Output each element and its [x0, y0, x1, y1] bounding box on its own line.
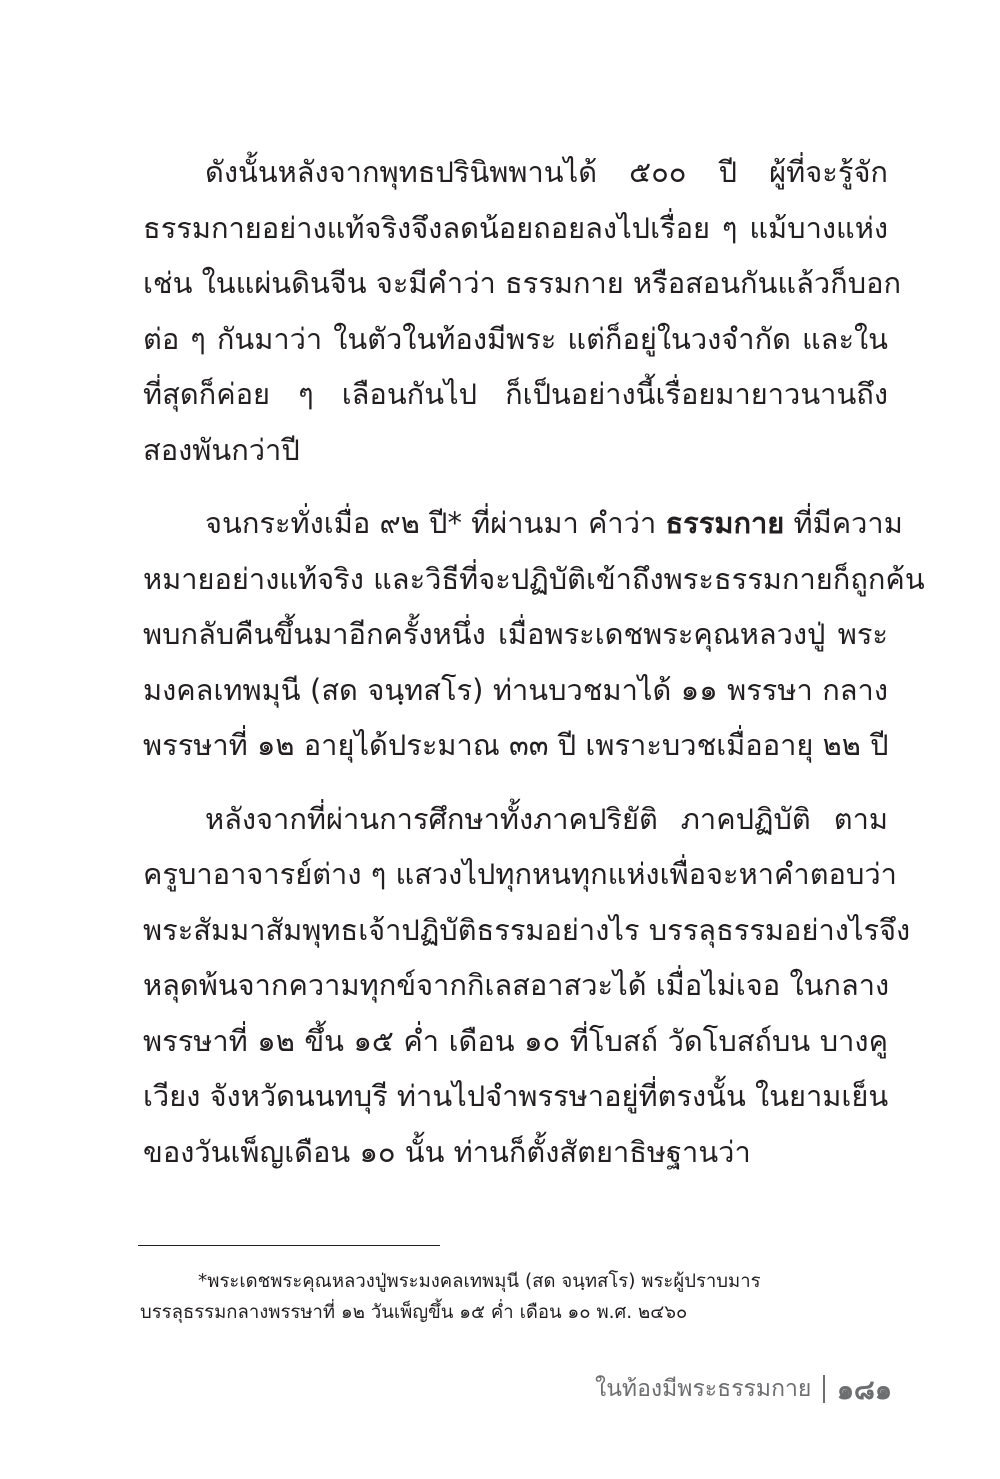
- footer-separator: [823, 1375, 825, 1403]
- text-line: สองพันกว่าปี: [143, 432, 300, 467]
- text-line: เช่น ในแผ่นดินจีน จะมีคำว่า ธรรมกาย หรือสอนกันแล้วก็บอก: [143, 266, 902, 300]
- text-line: มงคลเทพมุนี (สด จนฺทสโร) ท่านบวชมาได้ ๑๑ พรรษา กลาง: [143, 672, 888, 707]
- text-segment: จนกระทั่งเมื่อ ๙๒ ปี* ที่ผ่านมา คำว่า: [205, 506, 666, 540]
- text-line: ที่สุดก็ค่อย ๆ เลือนกันไป ก็เป็นอย่างนี้เรื่อยมายาวนานถึง: [143, 377, 888, 411]
- footnote-line: *พระเดชพระคุณหลวงปู่พระมงคลเทพมุนี (สด จนฺทสโร) พระผู้ปราบมาร: [198, 1271, 761, 1292]
- text-line: พรรษาที่ ๑๒ ขึ้น ๑๕ ค่ำ เดือน ๑๐ ที่โบสถ์ วัดโบสถ์บน บางคู: [143, 1023, 888, 1058]
- paragraph-3: [143, 792, 911, 1181]
- running-footer: [595, 1369, 892, 1409]
- text-line: ดังนั้นหลังจากพุทธปรินิพพานได้ ๕๐๐ ปี ผู้ที่จะรู้จัก: [205, 155, 888, 189]
- book-title: ในท้องมีพระธรรมกาย: [594, 1376, 812, 1402]
- text-line: ของวันเพ็ญเดือน ๑๐ นั้น ท่านก็ตั้งสัตยาธิษฐานว่า: [143, 1134, 751, 1169]
- footnote: [140, 1266, 820, 1328]
- text-line: พบกลับคืนขึ้นมาอีกครั้งหนึ่ง เมื่อพระเดชพระคุณหลวงปู่ พระ: [143, 617, 888, 651]
- text-line: พระสัมมาสัมพุทธเจ้าปฏิบัติธรรมอย่างไร บรรลุธรรมอย่างไรจึง: [143, 912, 911, 947]
- paragraph-2: [143, 496, 925, 774]
- text-line: [143, 496, 903, 552]
- text-line: ธรรมกายอย่างแท้จริงจึงลดน้อยถอยลงไปเรื่อย ๆ แม้บางแห่ง: [143, 210, 888, 245]
- text-line: หลังจากที่ผ่านการศึกษาทั้งภาคปริยัติ ภาคปฏิบัติ ตาม: [205, 801, 888, 836]
- text-line: หมายอย่างแท้จริง และวิธีที่จะปฏิบัติเข้าถึงพระธรรมกายก็ถูกค้น: [143, 561, 925, 596]
- text-line: ครูบาอาจารย์ต่าง ๆ แสวงไปทุกหนทุกแห่งเพื่อจะหาคำตอบว่า: [143, 857, 897, 891]
- text-line: เวียง จังหวัดนนทบุรี ท่านไปจำพรรษาอยู่ที่ตรงนั้น ในยามเย็น: [143, 1079, 889, 1113]
- text-line: ต่อ ๆ กันมาว่า ในตัวในท้องมีพระ แต่ก็อยู่ในวงจำกัด และใน: [143, 321, 888, 356]
- bold-term: ธรรมกาย: [665, 506, 785, 540]
- body-text: [143, 145, 925, 1198]
- text-line: หลุดพ้นจากความทุกข์จากกิเลสอาสวะได้ เมื่อไม่เจอ ในกลาง: [143, 968, 890, 1002]
- footnote-divider: [138, 1245, 440, 1246]
- page-number: ๑๘๑: [836, 1374, 892, 1406]
- text-segment: ที่มีความ: [784, 506, 903, 540]
- footnote-line: บรรลุธรรมกลางพรรษาที่ ๑๒ วันเพ็ญขึ้น ๑๕ ค่ำ เดือน ๑๐ พ.ศ. ๒๔๖๐: [140, 1302, 688, 1323]
- text-line: พรรษาที่ ๑๒ อายุได้ประมาณ ๓๓ ปี เพราะบวชเมื่ออายุ ๒๒ ปี: [143, 728, 889, 762]
- paragraph-1: [143, 145, 902, 478]
